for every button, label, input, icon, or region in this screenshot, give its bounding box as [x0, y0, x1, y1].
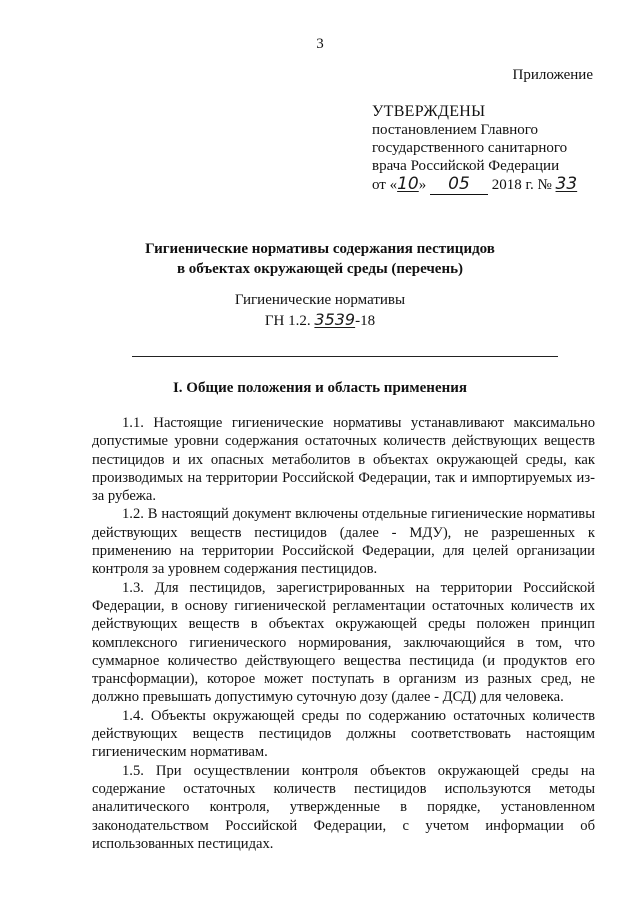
paragraph: 1.2. В настоящий документ включены отдельные гигиенические нормативы действующих веществ пестицидов (далее - МДУ), не разрешенных к применению на территории Российской Федерации, для целей организации контроля за уровнем содержания пестицидов. — [92, 506, 595, 578]
approval-line: государственного санитарного — [372, 140, 568, 156]
paragraph: 1.1. Настоящие гигиенические нормативы устанавливают максимально допустимые уровни содержания остаточных количеств действующих веществ пестицидов и их опасных метаболитов в объектах окружающей среды, как производимых на территории Российской Федерации, так и импортируемых из-за рубежа. — [92, 415, 595, 505]
handwritten-day: 10 — [397, 174, 419, 194]
approval-block — [372, 103, 602, 195]
norms-block — [0, 290, 640, 331]
paragraph: 1.3. Для пестицидов, зарегистрированных на территории Российской Федерации, в основу гигиенической регламентации остаточных количеств их действующих веществ в объектах окружающей среды положен принцип комплексного гигиенического нормирования, заключающийся в том, что суммарное количество действующего вещества пестицида (и продуктов его трансформации), которое может поступать в организм из разных сред, не должно превышать допустимую суточную дозу (далее - ДСД) для человека. — [92, 579, 595, 706]
handwritten-month: 05 — [448, 174, 470, 194]
section-heading: I. Общие положения и область применения — [172, 380, 468, 396]
month-blank — [430, 175, 488, 195]
appendix-label: Приложение — [512, 67, 593, 83]
document-title — [0, 239, 640, 279]
handwritten-code-number: 3539 — [314, 310, 356, 329]
document-title-line: в объектах окружающей среды (перечень) — [176, 261, 464, 277]
approval-date-line — [372, 175, 602, 195]
paragraph: 1.5. При осуществлении контроля объектов окружающей среды на содержание остаточных количеств пестицидов используются методы аналитического контроля, утвержденные в порядке, установленном законодательством Российской Федерации, с учетом информации об использованных пестицидах. — [92, 762, 595, 852]
approval-line: постановлением Главного — [372, 122, 539, 138]
code-prefix: ГН 1.2. — [264, 313, 311, 329]
code-suffix: -18 — [355, 313, 376, 329]
approval-title: УТВЕРЖДЕНЫ — [372, 103, 486, 120]
norms-label: Гигиенические нормативы — [234, 292, 406, 308]
approval-line: врача Российской Федерации — [372, 158, 560, 174]
section-body — [92, 414, 595, 853]
date-mid: » — [418, 177, 427, 193]
year-text: 2018 г. № — [491, 177, 552, 193]
norms-code — [0, 310, 640, 331]
date-prefix: от « — [372, 177, 398, 193]
handwritten-number: 33 — [555, 174, 578, 194]
page-number: 3 — [316, 36, 324, 52]
document-title-line: Гигиенические нормативы содержания пестицидов — [145, 241, 495, 257]
divider-line — [132, 356, 558, 357]
paragraph: 1.4. Объекты окружающей среды по содержанию остаточных количеств действующих веществ пестицидов должны соответствовать настоящим гигиеническим нормативам. — [92, 707, 595, 761]
